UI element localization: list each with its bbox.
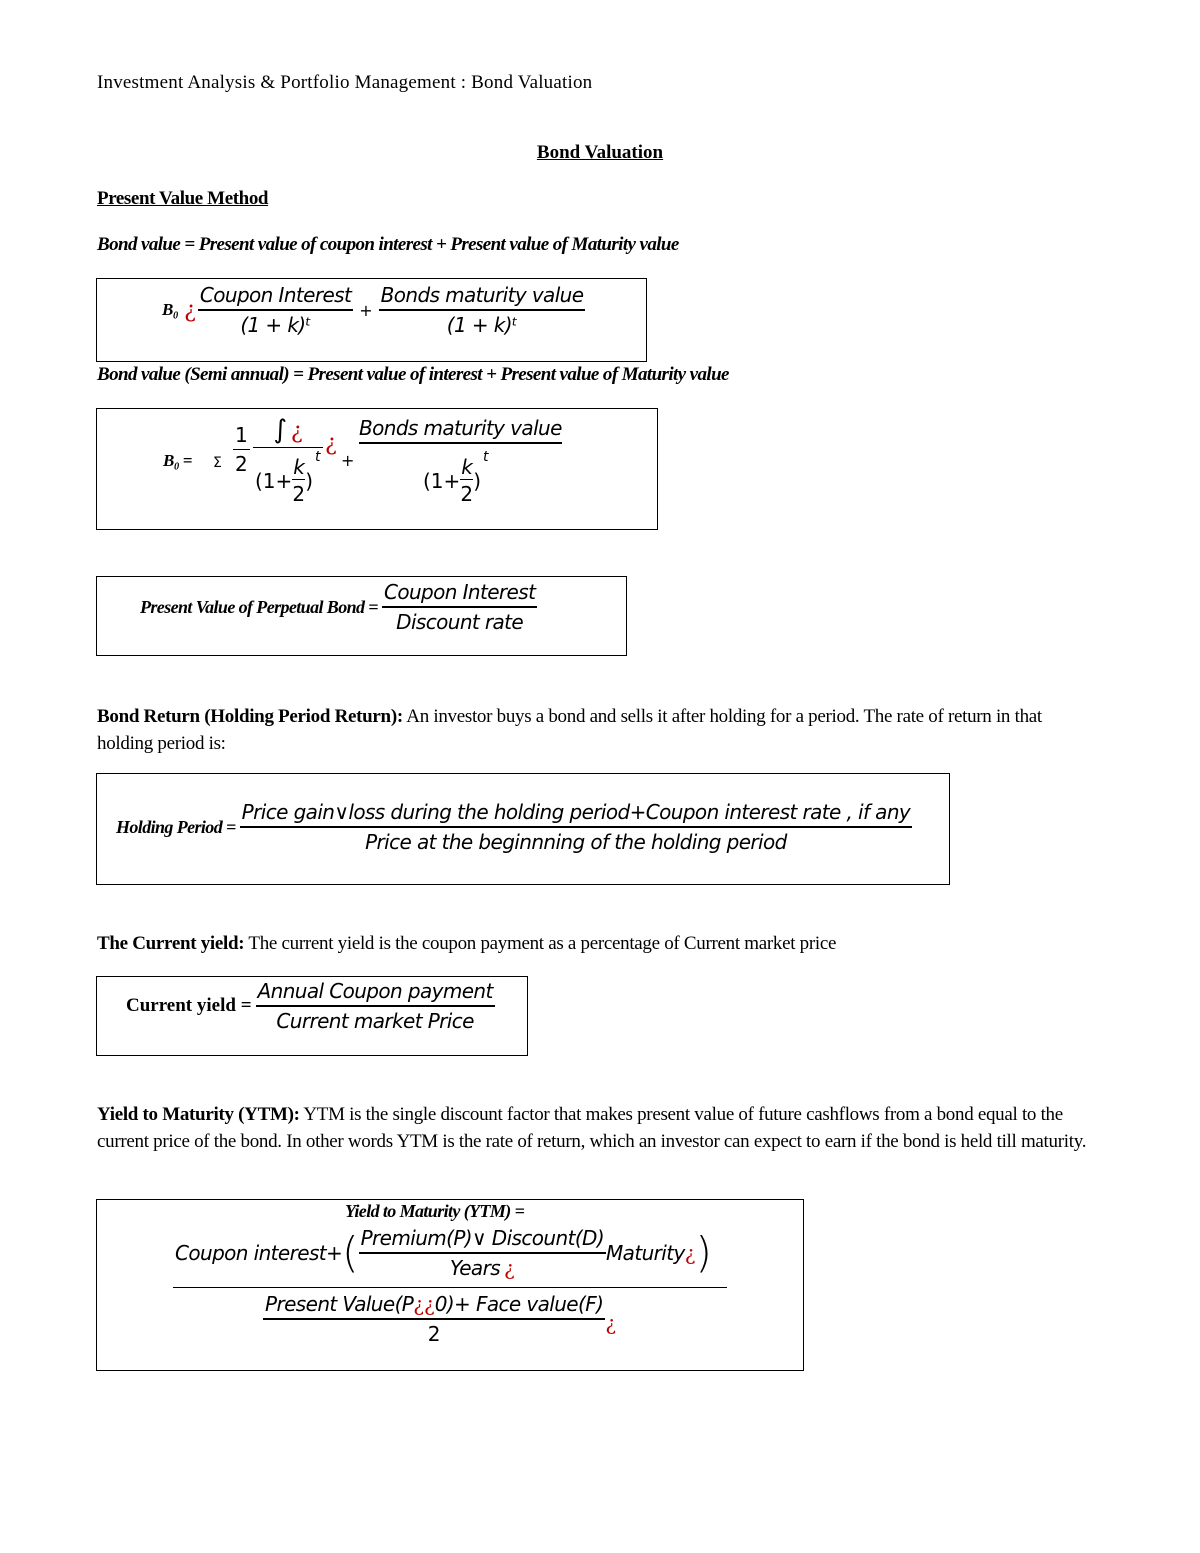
inverted-question-glyph: ¿ bbox=[504, 1256, 515, 1280]
lhs-b0: B₀ bbox=[162, 300, 179, 319]
present-value-text: Present Value(P bbox=[265, 1292, 414, 1316]
years-text: Years bbox=[449, 1256, 501, 1280]
section-heading: Present Value Method bbox=[97, 188, 269, 209]
inverted-question-glyph: ¿ bbox=[413, 1292, 424, 1316]
current-yield-label: The Current yield: bbox=[97, 933, 245, 954]
numerator: Coupon Interest bbox=[382, 580, 537, 608]
ytm-paragraph bbox=[97, 1101, 1097, 1155]
denominator bbox=[450, 1254, 515, 1280]
inverted-question-glyph: ¿ bbox=[423, 1292, 435, 1316]
k-over-2-denominator bbox=[255, 455, 313, 506]
fraction bbox=[256, 979, 495, 1033]
denominator: 2 bbox=[235, 452, 248, 476]
ytm-upper-numerator: Coupon interest+ ( $\frac{\text{Premium(P)∨ Discount(D)}}{\text{Years ¿}}$ Maturity ¿ ) bbox=[175, 1226, 712, 1280]
hpr-paragraph bbox=[97, 703, 1097, 757]
two: 2 bbox=[292, 482, 306, 506]
current-yield-lhs: Current yield = bbox=[126, 995, 252, 1016]
k-half bbox=[292, 455, 305, 506]
numerator bbox=[263, 1292, 605, 1320]
numerator: Annual Coupon payment bbox=[256, 979, 495, 1007]
denominator: Price at the beginnning of the holding period bbox=[365, 830, 787, 854]
ytm-denominator bbox=[263, 1292, 616, 1346]
denominator: (1 + k)ᵗ bbox=[446, 313, 518, 337]
current-yield-formula-box bbox=[96, 976, 528, 1056]
close-paren: ) bbox=[473, 468, 482, 493]
open-paren: (1+ bbox=[423, 468, 461, 493]
denominator: (1 + k)ᵗ bbox=[240, 313, 311, 337]
premium-fraction bbox=[359, 1226, 606, 1280]
fraction bbox=[382, 580, 537, 634]
denominator: Current market Price bbox=[276, 1009, 474, 1033]
bond-value-formula-box bbox=[96, 278, 647, 362]
semiannual-formula-box bbox=[96, 408, 658, 530]
face-value-text: 0)+ Face value(F) bbox=[434, 1292, 604, 1316]
maturity-numerator: Bonds maturity value bbox=[359, 416, 562, 444]
present-face-fraction bbox=[263, 1292, 605, 1346]
numerator: Bonds maturity value bbox=[379, 283, 586, 311]
k: k bbox=[461, 455, 473, 479]
perpetual-bond-label: Present Value of Perpetual Bond = bbox=[140, 596, 378, 617]
half-fraction bbox=[233, 423, 250, 476]
main-fraction-bar bbox=[173, 1287, 727, 1288]
plus-sign: + bbox=[341, 451, 355, 470]
page-title: Bond Valuation bbox=[536, 142, 664, 163]
integral-symbol: ∫ bbox=[273, 415, 287, 445]
fraction bbox=[240, 800, 912, 854]
denominator-two: 2 bbox=[427, 1322, 441, 1346]
fraction-bar bbox=[253, 447, 323, 448]
hpr-label: Bond Return (Holding Period Return): bbox=[97, 706, 403, 727]
current-yield-text: The current yield is the coupon payment as a percentage of Current market price bbox=[248, 933, 837, 954]
plus-sign: + bbox=[359, 300, 373, 320]
numerator: 1 bbox=[233, 423, 250, 450]
sigma-symbol: Σ bbox=[213, 455, 222, 471]
holding-period-formula-box bbox=[96, 773, 950, 885]
inverted-question-glyph: ¿ bbox=[184, 297, 196, 323]
fraction-maturity bbox=[379, 283, 586, 337]
current-yield-paragraph bbox=[97, 930, 1097, 957]
numerator: Coupon Interest bbox=[198, 283, 353, 311]
ytm-formula-box bbox=[96, 1199, 804, 1371]
numerator: Premium(P)∨ Discount(D) bbox=[359, 1226, 606, 1254]
bond-value-label: Bond value = Present value of coupon interest + Present value of Maturity value bbox=[97, 234, 679, 255]
numerator: Price gain∨loss during the holding period+Coupon interest rate , if any bbox=[240, 800, 912, 828]
ytm-label: Yield to Maturity (YTM): bbox=[97, 1104, 300, 1125]
open-paren: (1+ bbox=[255, 468, 293, 493]
exponent-t: t bbox=[483, 449, 488, 465]
exponent-t: t bbox=[315, 449, 320, 465]
holding-period-label: Holding Period = bbox=[116, 816, 236, 837]
inverted-question-glyph: ¿ bbox=[605, 1311, 617, 1335]
denominator: Discount rate bbox=[396, 610, 524, 634]
lhs-b0: B₀ = bbox=[163, 451, 192, 470]
hpr-text: An investor buys a bond and sells it after holding for a period. The rate of return in that holding period is: bbox=[97, 706, 1042, 754]
ytm-text: YTM is the single discount factor that makes present value of future cashflows from a bond equal to the current price of the bond. In other words YTM is the rate of return, which an investor can expect to earn if the bond is held till maturity. bbox=[97, 1104, 1087, 1152]
maturity-term: Maturity bbox=[606, 1241, 685, 1265]
fraction-coupon bbox=[198, 283, 353, 337]
perpetual-bond-formula-box bbox=[96, 576, 627, 656]
integral-numerator bbox=[253, 415, 323, 445]
inverted-question-glyph: ¿ bbox=[290, 419, 303, 444]
ytm-heading: Yield to Maturity (YTM) = bbox=[345, 1201, 525, 1221]
k: k bbox=[293, 455, 305, 479]
bond-value-semiannual-label: Bond value (Semi annual) = Present value of interest + Present value of Maturity value bbox=[97, 364, 729, 385]
close-paren: ) bbox=[305, 468, 314, 493]
maturity-denominator bbox=[423, 455, 481, 506]
inverted-question-glyph: ¿ bbox=[325, 431, 337, 456]
k-half bbox=[460, 455, 473, 506]
coupon-interest-term: Coupon interest+ bbox=[175, 1241, 343, 1265]
inverted-question-glyph: ¿ bbox=[684, 1241, 696, 1265]
two: 2 bbox=[460, 482, 474, 506]
document-header: Investment Analysis & Portfolio Management : Bond Valuation bbox=[97, 72, 593, 93]
